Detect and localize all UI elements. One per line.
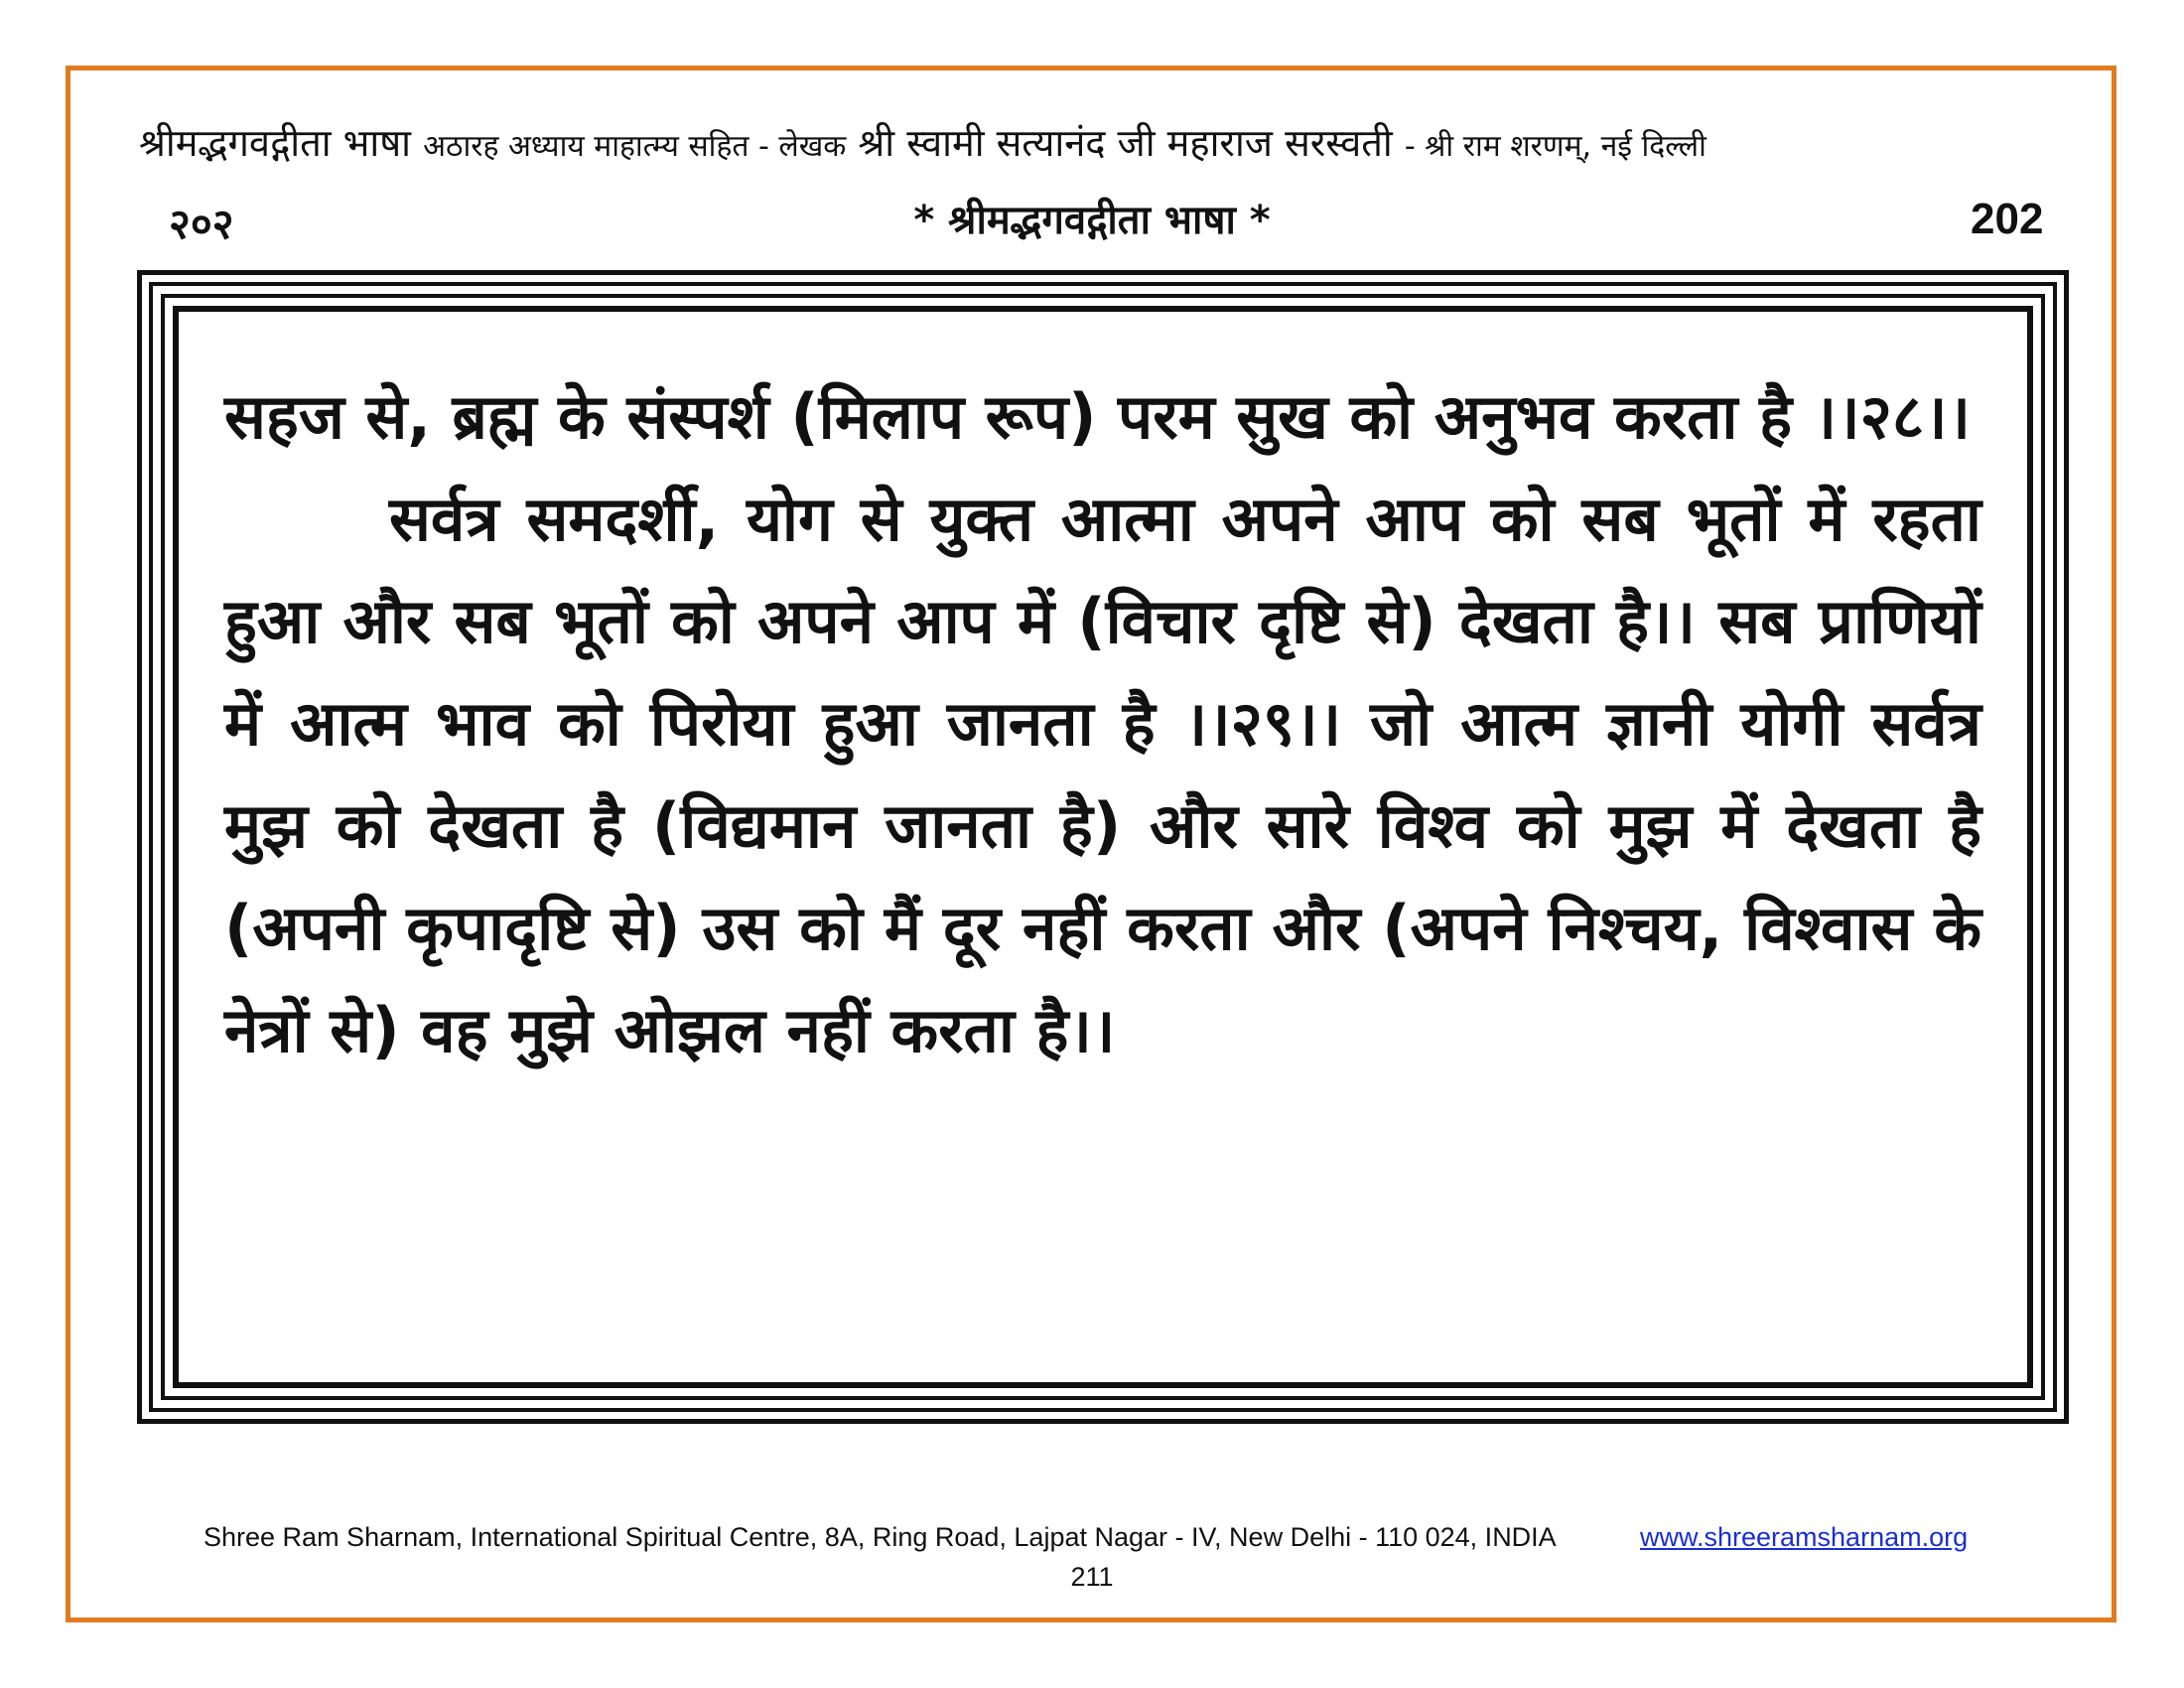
header-publisher: - श्री राम शरणम्, नई दिल्ली <box>1404 129 1706 164</box>
body-text <box>224 365 1981 1081</box>
footer-website-link[interactable]: www.shreeramsharnam.org <box>1640 1522 1969 1552</box>
page-number-latin: 202 <box>1971 195 2044 243</box>
book-title: * श्रीमद्भगवद्गीता भाषा * <box>913 198 1271 243</box>
header-book-title: श्रीमद्भगवद्गीता भाषा <box>139 121 412 165</box>
footer-address: Shree Ram Sharnam, International Spiritual Centre, 8A, Ring Road, Lajpat Nagar - IV, New Delhi - 110 024, INDIA <box>204 1522 1557 1552</box>
footer-page-number: 211 <box>1070 1562 1114 1592</box>
page-number-devanagari: २०२ <box>169 200 234 248</box>
page-header <box>139 119 2055 171</box>
header-author: श्री स्वामी सत्यानंद जी महाराज सरस्वती <box>858 121 1393 165</box>
header-subtitle: अठारह अध्याय माहात्म्य सहित - लेखक <box>423 129 847 164</box>
paragraph-verse-28: सहज से, ब्रह्म के संस्पर्श (मिलाप रूप) परम सुख को अनुभव करता है ।।२८।। <box>224 380 1972 453</box>
paragraph-verse-29: सर्वत्र समदर्शी, योग से युक्त आत्मा अपने आप को सब भूतों में रहता हुआ और सब भूतों को अपने आप में (विचार दृष्टि से) देखता है।। सब प्राणियों में आत्म भाव को पिरोया हुआ जानता है ।।२९।। जो आत्म ज्ञानी योगी सर्वत्र मुझ को देखता है (विद्यमान जानता है) और सारे विश्व को मुझ में देखता है (अपनी कृपादृष्टि से) उस को मैं दूर नहीं करता और (अपने निश्चय, विश्वास के नेत्रों से) वह मुझे ओझल नहीं करता है।। <box>224 483 1981 1066</box>
